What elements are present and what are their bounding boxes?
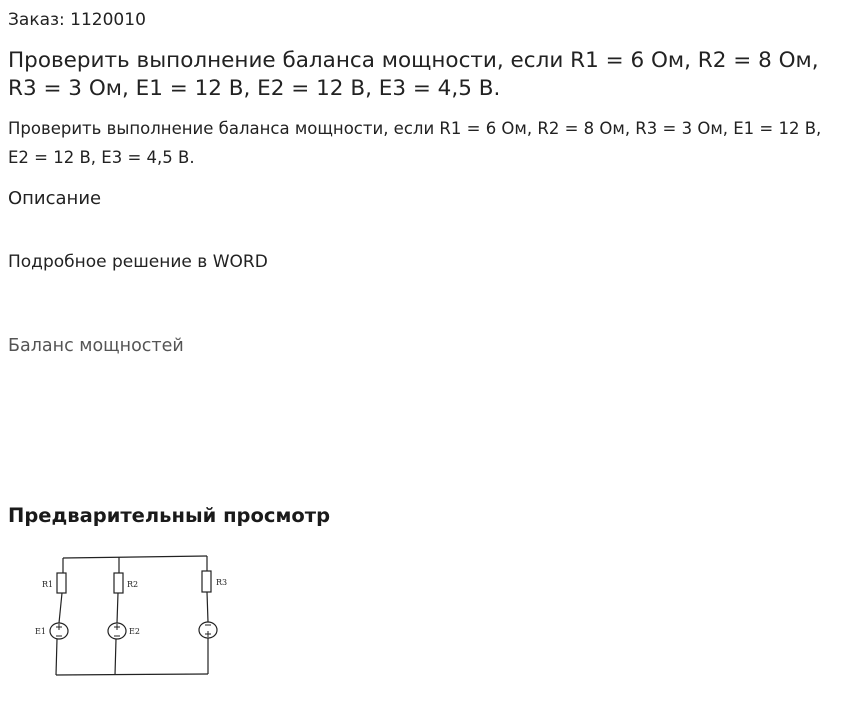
label-e2: E2 xyxy=(129,627,140,636)
label-r1: R1 xyxy=(42,580,54,589)
solution-format-text: Подробное решение в WORD xyxy=(8,252,268,272)
preview-heading: Предварительный просмотр xyxy=(8,504,331,527)
description-heading: Описание xyxy=(8,188,102,209)
label-e1: E1 xyxy=(35,627,46,636)
task-description: Проверить выполнение баланса мощности, если R1 = 6 Ом, R2 = 8 Ом, R3 = 3 Ом, E1 = 12 В, E2 = 12 В, E3 = 4,5 В. xyxy=(8,119,822,167)
circuit-preview-image xyxy=(25,553,235,681)
order-number: Заказ: 1120010 xyxy=(8,10,146,30)
resistor-r2 xyxy=(114,573,123,593)
label-r2: R2 xyxy=(127,580,139,589)
label-r3: R3 xyxy=(216,578,228,587)
tag-link[interactable]: Баланс мощностей xyxy=(8,336,184,356)
circuit-diagram xyxy=(25,553,235,681)
page-title: Проверить выполнение баланса мощности, если R1 = 6 Ом, R2 = 8 Ом, R3 = 3 Ом, E1 = 12 В, E2 = 12 В, E3 = 4,5 В. xyxy=(8,48,819,101)
resistor-r3 xyxy=(202,571,211,592)
resistor-r1 xyxy=(57,573,66,593)
